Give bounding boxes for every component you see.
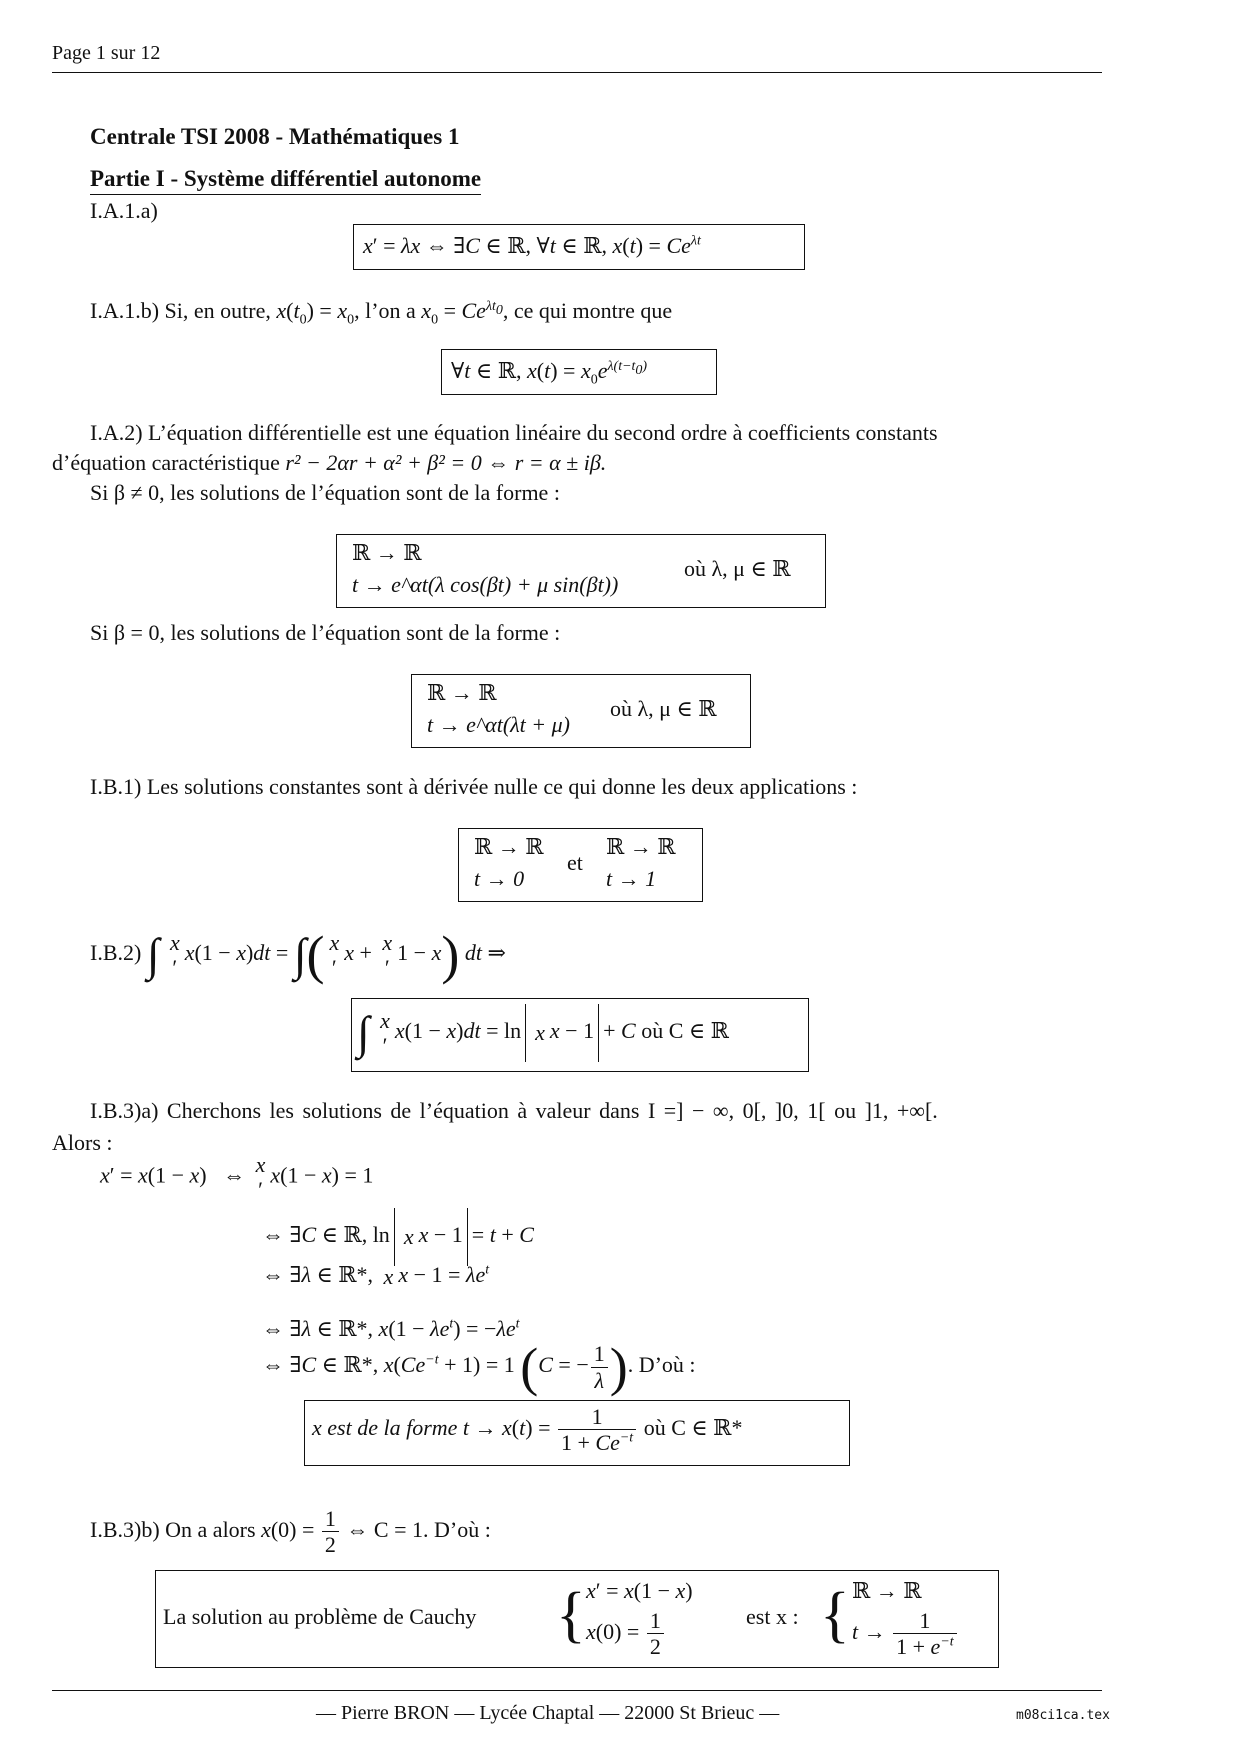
cauchy-box-mid-text: est x : <box>746 1604 799 1629</box>
derivation-line5: ⇔ ∃C ∈ ℝ*, $x(Ce^{-t} + 1) = 1$ (C = − $\frac{1}{\lambda}$ ). D’où : <box>262 1337 696 1397</box>
ib3a-alors: Alors : <box>52 1130 113 1155</box>
footer-author: — Pierre BRON — Lycée Chaptal — 22000 St Brieuc — <box>316 1702 780 1724</box>
ia1b-text-a: Si, en outre, <box>164 298 271 323</box>
section-label-ib3a: I.B.3)a) <box>90 1098 159 1123</box>
ia1b-text-b: l’on a <box>365 298 416 323</box>
ib3a-text: Cherchons les solutions de l’équation à valeur dans <box>166 1098 640 1123</box>
section-label-ia1a: I.A.1.a) <box>90 198 158 223</box>
ia2-line2-text: d’équation caractéristique <box>52 450 280 475</box>
section-label-ib1: I.B.1) <box>90 774 142 799</box>
formula-ib2-line1: I.B.2) ∫ x ′x(1 − x)dt = ∫( x ′x + x ′1 − x) dt ⇒ <box>90 925 506 985</box>
paragraph-ia1b: I.A.1.b) Si, en outre, $x(t_0) = x_0$, l’on a $x_0 = Ce^{\lambda t_0}$, ce qui montre que <box>90 298 673 328</box>
box1-cond: où λ, μ ∈ ℝ <box>684 556 791 581</box>
cauchy-eq2: x(0) = $\frac{1}{2}$ <box>586 1608 666 1660</box>
paragraph-ib1 <box>90 774 857 800</box>
formula-ib3a-result: x est de la forme t → x(t) = $\frac{1}{1 + Ce^{-t}}$ où C ∈ ℝ* <box>312 1404 743 1456</box>
box2-cond: où λ, μ ∈ ℝ <box>610 696 717 721</box>
app1-line1: ℝ → ℝ <box>474 834 544 859</box>
derivation-line2: ⇔ ∃C ∈ ℝ, ln x x − 1 = t + C <box>262 1208 534 1266</box>
ib3b-tail: ⇔ C = 1. D’où : <box>346 1516 491 1542</box>
app2-line2: t → 1 <box>606 866 657 891</box>
paragraph-ib3a <box>90 1098 938 1124</box>
ia2-case2: Si β = 0, les solutions de l’équation sont de la forme : <box>90 620 561 645</box>
paragraph-ia2-line2 <box>52 450 606 476</box>
cauchy-box-mid <box>746 1604 799 1630</box>
part-title: Partie I - Système différentiel autonome <box>90 166 481 195</box>
paragraph-ia2-line1 <box>90 420 938 446</box>
ib3a-dou: . D’où : <box>627 1352 696 1378</box>
apps-connector: et <box>567 850 583 875</box>
ib1-text: Les solutions constantes sont à dérivée nulle ce qui donne les deux applications : <box>146 774 858 799</box>
ib3a-result-prefix: x est de la forme <box>312 1414 458 1440</box>
ia2-characteristic-eq: r² − 2αr + α² + β² = 0 ⇔ r = α ± iβ. <box>285 450 607 475</box>
paragraph-ib3b: I.B.3)b) On a alors x(0) = $\frac{1}{2}$ ⇔ C = 1. D’où : <box>90 1506 491 1558</box>
formula-ib2-result: ∫ x ′x(1 − x)dt = ln x x − 1 + C où C ∈ ℝ <box>357 1004 729 1062</box>
box1-line2: t → e^αt(λ cos(βt) + μ sin(βt)) <box>352 572 619 597</box>
formula-ia1b: ∀t ∈ ℝ, $x(t) = x_0e^{\lambda(t-t_0)}$ <box>451 358 648 388</box>
ia2-case1: Si β ≠ 0, les solutions de l’équation sont de la forme : <box>90 480 560 505</box>
derivation-line3: ⇔ ∃λ ∈ ℝ*, x $x - 1 = \lambda e^t$ <box>262 1262 490 1290</box>
app2-line1: ℝ → ℝ <box>606 834 676 859</box>
box1-line1: ℝ → ℝ <box>352 540 422 565</box>
section-label-ia2: I.A.2) <box>90 420 143 445</box>
box2-line2: t → e^αt(λt + μ) <box>427 712 570 737</box>
ib2-result-tail: où C ∈ ℝ <box>641 1018 729 1044</box>
cauchy-eq1: x′ = x(1 − x) <box>586 1578 693 1603</box>
ia2-line1: L’équation différentielle est une équation linéaire du second ordre à coefficients constants <box>148 420 938 445</box>
cauchy-system: { <box>556 1581 586 1649</box>
formula-ia1a: x′ = λx ⇔ ∃C ∈ ℝ, ∀t ∈ ℝ, $x(t) = Ce^{\lambda t}$ <box>363 233 701 258</box>
header-rule <box>52 72 1102 73</box>
section-label-ia1b: I.A.1.b) <box>90 298 160 323</box>
app1-line2: t → 0 <box>474 866 525 891</box>
section-label-ib3b: I.B.3)b) <box>90 1516 160 1542</box>
cauchy-solution-brace: { <box>820 1581 850 1649</box>
ia1b-text-c: ce qui montre que <box>513 298 673 323</box>
ib3a-result-cond: où C ∈ ℝ* <box>643 1414 743 1440</box>
derivation-line4: ⇔ ∃λ ∈ ℝ*, $x(1 - \lambda e^t) = -\lambda e^t$ <box>262 1316 520 1341</box>
page-number: Page 1 sur 12 <box>52 42 161 64</box>
derivation-line1: x′ = x(1 − x) ⇔ x ′x(1 − x) = 1 <box>100 1152 374 1203</box>
box2-line1: ℝ → ℝ <box>427 680 497 705</box>
cauchy-sol-line1: ℝ → ℝ <box>852 1578 922 1603</box>
doc-title: Centrale TSI 2008 - Mathématiques 1 <box>90 124 460 149</box>
footer-filename: m08ci1ca.tex <box>1016 1708 1110 1723</box>
ib3b-text: On a alors <box>165 1516 256 1542</box>
cauchy-box-text: La solution au problème de Cauchy <box>163 1604 477 1629</box>
ib3a-interval: I =] − ∞, 0[, ]0, 1[ ou ]1, +∞[. <box>647 1098 938 1123</box>
footer-rule <box>52 1690 1102 1691</box>
cauchy-sol-line2: t → $\frac{1}{1 + e^{-t}}$ <box>852 1608 959 1660</box>
section-label-ib2: I.B.2) <box>90 940 142 966</box>
